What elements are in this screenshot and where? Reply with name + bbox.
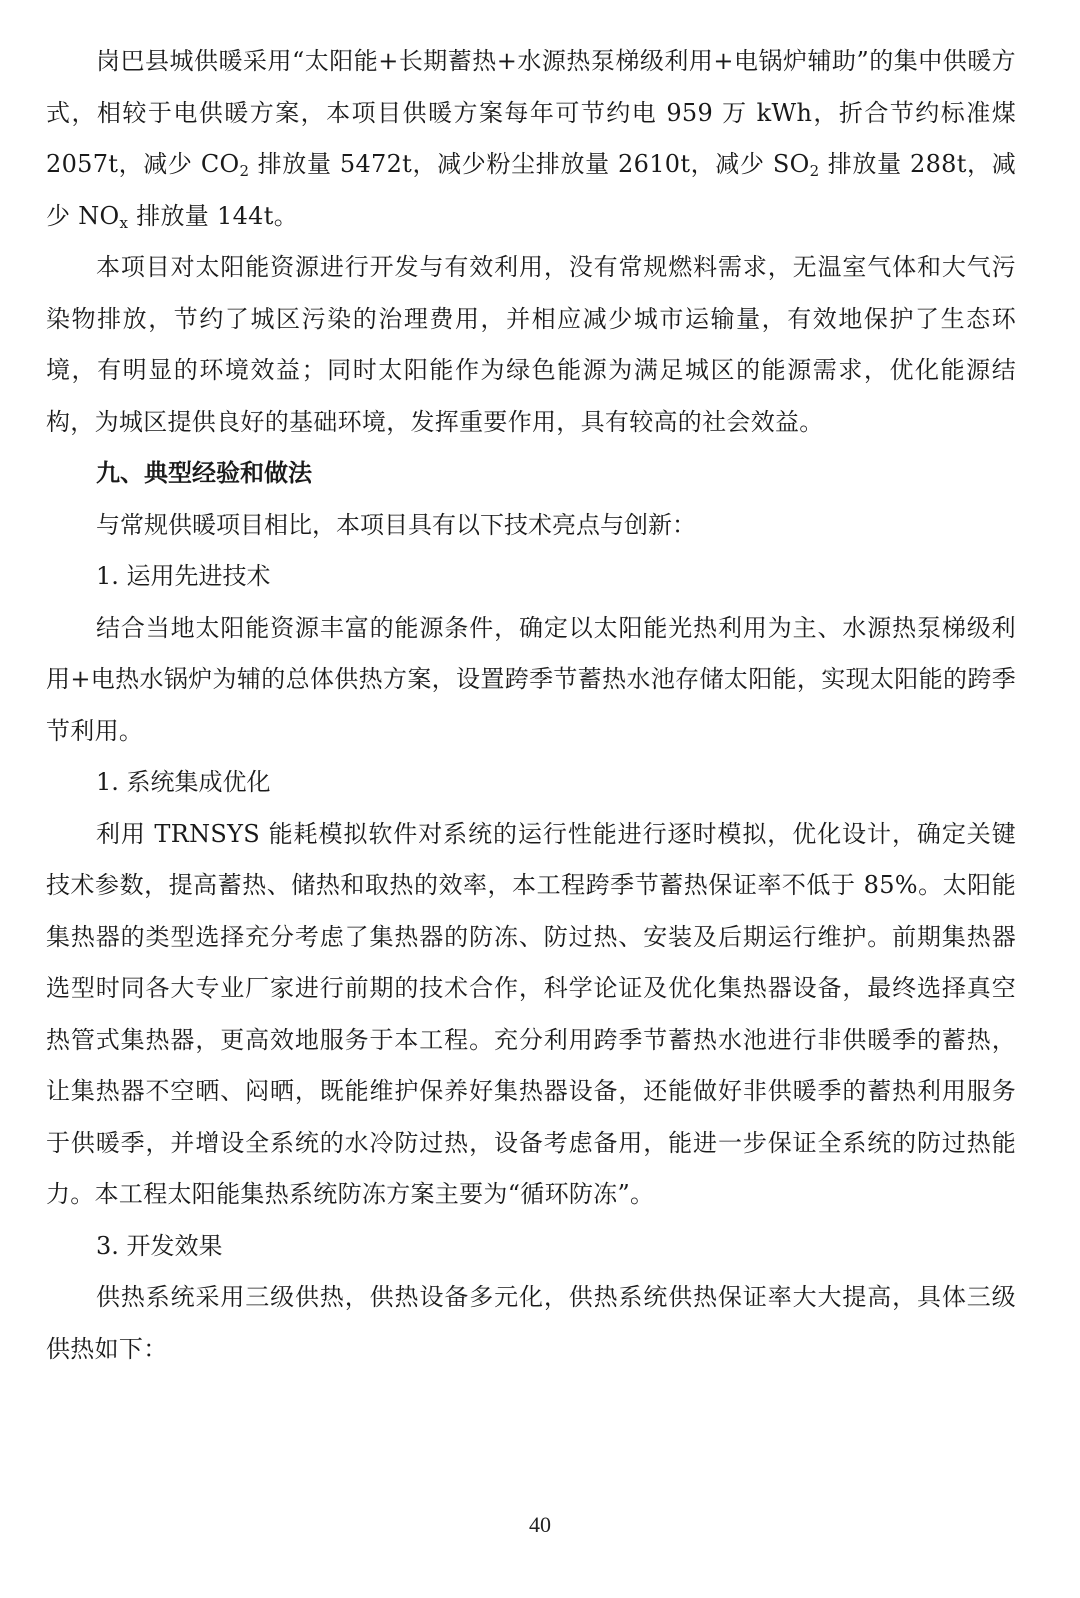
subscript: 2	[809, 162, 820, 180]
intro-text: 与常规供暖项目相比，本项目具有以下技术亮点与创新：	[96, 510, 696, 539]
document-page	[46, 36, 1016, 1375]
text-run: 岗巴县城供暖采用“太阳能+长期蓄热+水源热泵梯级利用+电锅炉辅助”的集中供暖方式，相较于电供暖方案，本项目供暖方案每年可节约电 959 万 kWh，折合节约标准煤 2057t，减少 CO	[46, 47, 1016, 178]
subscript: 2	[239, 162, 250, 180]
item-2-heading: 1. 系统集成优化	[96, 768, 271, 796]
item-3-heading: 3. 开发效果	[96, 1231, 223, 1260]
paragraph-benefits: 本项目对太阳能资源进行开发与有效利用，没有常规燃料需求，无温室气体和大气污染物排放，节约了城区污染的治理费用，并相应减少城市运输量，有效地保护了生态环境，有明显的环境效益；同时太阳能作为绿色能源为满足城区的能源需求，优化能源结构，为城区提供良好的基础环境，发挥重要作用，具有较高的社会效益。	[46, 253, 1016, 436]
page-number: 40	[529, 1512, 551, 1537]
section-heading: 九、典型经验和做法	[96, 459, 312, 487]
item-2-body: 利用 TRNSYS 能耗模拟软件对系统的运行性能进行逐时模拟，优化设计，确定关键技术参数，提高蓄热、储热和取热的效率，本工程跨季节蓄热保证率不低于 85%。太阳能集热器的类型选择充分考虑了集热器的防冻、防过热、安装及后期运行维护。前期集热器选型时同各大专业厂家进行前期的技术合作，科学论证及优化集热器设备，最终选择真空热管式集热器，更高效地服务于本工程。充分利用跨季节蓄热水池进行非供暖季的蓄热，让集热器不空晒、闷晒，既能维护保养好集热器设备，还能做好非供暖季的蓄热利用服务于供暖季，并增设全系统的水冷防过热，设备考虑备用，能进一步保证全系统的防过热能力。本工程太阳能集热系统防冻方案主要为“循环防冻”。	[46, 819, 1016, 1208]
text-run: 排放量 288t，减少 NO	[46, 150, 1016, 230]
item-3-body: 供热系统采用三级供热，供热设备多元化，供热系统供热保证率大大提高，具体三级供热如下：	[46, 1283, 1016, 1363]
paragraph-energy-savings	[46, 36, 1016, 242]
item-1-body: 结合当地太阳能资源丰富的能源条件，确定以太阳能光热利用为主、水源热泵梯级利用+电热水锅炉为辅的总体供热方案，设置跨季节蓄热水池存储太阳能，实现太阳能的跨季节利用。	[46, 613, 1016, 745]
text-run: 排放量 144t。	[128, 201, 298, 230]
text-run: 排放量 5472t，减少粉尘排放量 2610t，减少 SO	[249, 150, 810, 178]
item-1-heading: 1. 运用先进技术	[96, 562, 271, 590]
subscript: x	[119, 213, 129, 232]
